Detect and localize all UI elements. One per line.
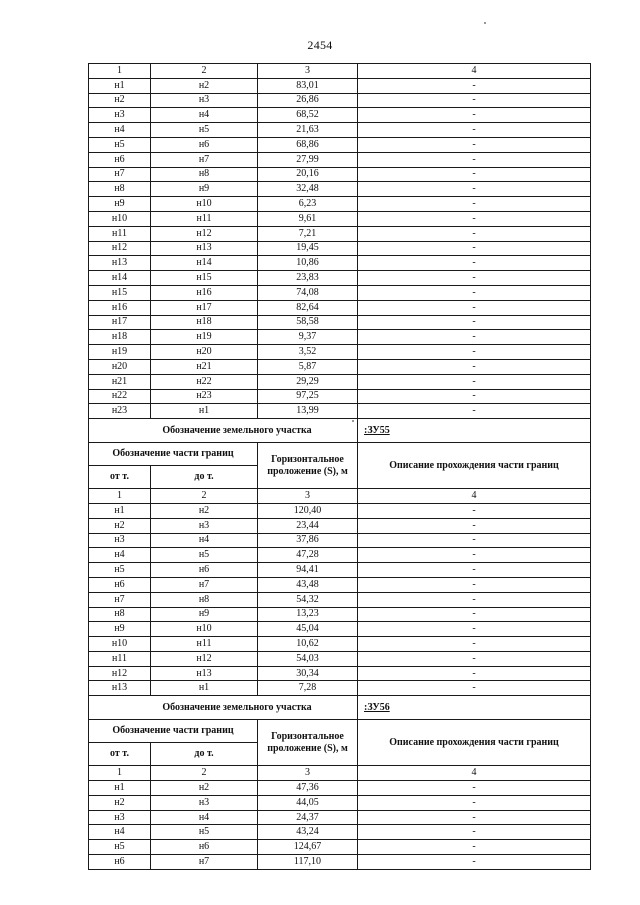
point-from-cell: н19 <box>89 345 151 360</box>
table-row <box>89 548 591 563</box>
from-header: от т. <box>89 466 151 489</box>
point-to-cell: н19 <box>151 330 258 345</box>
column-number-cell: 3 <box>258 64 358 79</box>
point-from-cell: н10 <box>89 637 151 652</box>
length-cell: 117,10 <box>258 855 358 870</box>
length-cell: 5,87 <box>258 359 358 374</box>
point-to-cell: н4 <box>151 533 258 548</box>
description-cell: - <box>358 810 591 825</box>
column-number-row <box>89 64 591 79</box>
length-cell: 58,58 <box>258 315 358 330</box>
table-row <box>89 622 591 637</box>
point-to-cell: н11 <box>151 211 258 226</box>
header-row <box>89 720 591 743</box>
length-cell: 10,62 <box>258 637 358 652</box>
length-cell: 26,86 <box>258 93 358 108</box>
table-row <box>89 503 591 518</box>
point-to-cell: н7 <box>151 577 258 592</box>
point-from-cell: н1 <box>89 781 151 796</box>
description-cell: - <box>358 548 591 563</box>
length-cell: 43,48 <box>258 577 358 592</box>
description-cell: - <box>358 607 591 622</box>
length-cell: 37,86 <box>258 533 358 548</box>
table-row <box>89 563 591 578</box>
description-cell: - <box>358 795 591 810</box>
description-cell: - <box>358 666 591 681</box>
description-cell: - <box>358 577 591 592</box>
point-to-cell: н10 <box>151 622 258 637</box>
point-from-cell: н6 <box>89 152 151 167</box>
table-row <box>89 651 591 666</box>
table-row <box>89 389 591 404</box>
point-to-cell: н9 <box>151 607 258 622</box>
table-row <box>89 810 591 825</box>
point-to-cell: н13 <box>151 241 258 256</box>
point-to-cell: н7 <box>151 855 258 870</box>
column-number-cell: 1 <box>89 489 151 504</box>
horizontal-length-header: Горизонтальное проложение (S), м <box>258 443 358 489</box>
table-row <box>89 345 591 360</box>
length-cell: 7,21 <box>258 226 358 241</box>
table-row <box>89 108 591 123</box>
column-number-cell: 1 <box>89 64 151 79</box>
table-row <box>89 93 591 108</box>
length-cell: 9,37 <box>258 330 358 345</box>
point-from-cell: н11 <box>89 226 151 241</box>
point-from-cell: н13 <box>89 681 151 696</box>
point-from-cell: н21 <box>89 374 151 389</box>
point-to-cell: н6 <box>151 840 258 855</box>
point-from-cell: н15 <box>89 285 151 300</box>
table-row <box>89 592 591 607</box>
point-from-cell: н8 <box>89 607 151 622</box>
description-header: Описание прохождения части границ <box>358 720 591 766</box>
length-cell: 47,28 <box>258 548 358 563</box>
table-row <box>89 607 591 622</box>
column-number-row <box>89 766 591 781</box>
table-row <box>89 152 591 167</box>
table-row <box>89 182 591 197</box>
description-cell: - <box>358 256 591 271</box>
length-cell: 13,23 <box>258 607 358 622</box>
boundary-table <box>88 63 591 870</box>
point-to-cell: н13 <box>151 666 258 681</box>
point-to-cell: н11 <box>151 637 258 652</box>
point-from-cell: н12 <box>89 666 151 681</box>
description-cell: - <box>358 681 591 696</box>
description-cell: - <box>358 840 591 855</box>
length-cell: 74,08 <box>258 285 358 300</box>
point-to-cell: н17 <box>151 300 258 315</box>
point-to-cell: н16 <box>151 285 258 300</box>
to-header: до т. <box>151 743 258 766</box>
point-to-cell: н10 <box>151 197 258 212</box>
length-cell: 44,05 <box>258 795 358 810</box>
table-row <box>89 533 591 548</box>
boundary-table-body <box>89 64 591 870</box>
point-from-cell: н16 <box>89 300 151 315</box>
table-row <box>89 211 591 226</box>
page-number: 2454 <box>307 38 333 52</box>
point-to-cell: н8 <box>151 167 258 182</box>
point-to-cell: н21 <box>151 359 258 374</box>
table-row <box>89 271 591 286</box>
point-from-cell: н2 <box>89 93 151 108</box>
length-cell: 94,41 <box>258 563 358 578</box>
parcel-section-row <box>89 696 591 720</box>
length-cell: 83,01 <box>258 78 358 93</box>
length-cell: 54,03 <box>258 651 358 666</box>
length-cell: 124,67 <box>258 840 358 855</box>
point-from-cell: н3 <box>89 810 151 825</box>
length-cell: 45,04 <box>258 622 358 637</box>
description-cell: - <box>358 315 591 330</box>
point-to-cell: н2 <box>151 78 258 93</box>
length-cell: 13,99 <box>258 404 358 419</box>
point-to-cell: н1 <box>151 404 258 419</box>
parcel-code: :ЗУ55 <box>358 419 591 443</box>
length-cell: 19,45 <box>258 241 358 256</box>
description-cell: - <box>358 781 591 796</box>
description-cell: - <box>358 108 591 123</box>
point-to-cell: н15 <box>151 271 258 286</box>
length-cell: 27,99 <box>258 152 358 167</box>
length-cell: 68,86 <box>258 137 358 152</box>
point-from-cell: н18 <box>89 330 151 345</box>
table-row <box>89 666 591 681</box>
parcel-label: Обозначение земельного участка <box>89 419 358 443</box>
table-row <box>89 374 591 389</box>
column-number-cell: 4 <box>358 766 591 781</box>
description-cell: - <box>358 825 591 840</box>
point-to-cell: н12 <box>151 226 258 241</box>
description-cell: - <box>358 211 591 226</box>
description-cell: - <box>358 855 591 870</box>
table-row <box>89 825 591 840</box>
point-from-cell: н4 <box>89 548 151 563</box>
point-to-cell: н3 <box>151 518 258 533</box>
table-row <box>89 241 591 256</box>
table-row <box>89 577 591 592</box>
description-cell: - <box>358 518 591 533</box>
column-number-cell: 3 <box>258 489 358 504</box>
table-row <box>89 256 591 271</box>
description-cell: - <box>358 622 591 637</box>
column-number-row <box>89 489 591 504</box>
point-to-cell: н23 <box>151 389 258 404</box>
point-from-cell: н7 <box>89 592 151 607</box>
point-from-cell: н6 <box>89 577 151 592</box>
description-cell: - <box>358 152 591 167</box>
point-from-cell: н10 <box>89 211 151 226</box>
description-cell: - <box>358 300 591 315</box>
point-from-cell: н1 <box>89 78 151 93</box>
table-row <box>89 78 591 93</box>
description-cell: - <box>358 374 591 389</box>
point-from-cell: н7 <box>89 167 151 182</box>
length-cell: 68,52 <box>258 108 358 123</box>
length-cell: 32,48 <box>258 182 358 197</box>
horizontal-length-header: Горизонтальное проложение (S), м <box>258 720 358 766</box>
point-to-cell: н8 <box>151 592 258 607</box>
description-cell: - <box>358 651 591 666</box>
point-to-cell: н3 <box>151 795 258 810</box>
length-cell: 47,36 <box>258 781 358 796</box>
description-cell: - <box>358 182 591 197</box>
point-from-cell: н5 <box>89 137 151 152</box>
point-to-cell: н5 <box>151 825 258 840</box>
point-to-cell: н4 <box>151 810 258 825</box>
description-cell: - <box>358 404 591 419</box>
description-cell: - <box>358 241 591 256</box>
point-to-cell: н4 <box>151 108 258 123</box>
description-cell: - <box>358 123 591 138</box>
point-from-cell: н9 <box>89 197 151 212</box>
parcel-code: :ЗУ56 <box>358 696 591 720</box>
description-cell: - <box>358 226 591 241</box>
table-row <box>89 359 591 374</box>
description-cell: - <box>358 637 591 652</box>
point-from-cell: н5 <box>89 563 151 578</box>
description-cell: - <box>358 93 591 108</box>
column-number-cell: 4 <box>358 64 591 79</box>
description-cell: - <box>358 197 591 212</box>
description-header: Описание прохождения части границ <box>358 443 591 489</box>
length-cell: 23,44 <box>258 518 358 533</box>
boundary-part-header: Обозначение части границ <box>89 720 258 743</box>
point-from-cell: н6 <box>89 855 151 870</box>
table-row <box>89 197 591 212</box>
point-to-cell: н1 <box>151 681 258 696</box>
length-cell: 6,23 <box>258 197 358 212</box>
point-from-cell: н3 <box>89 533 151 548</box>
length-cell: 21,63 <box>258 123 358 138</box>
column-number-cell: 1 <box>89 766 151 781</box>
length-cell: 54,32 <box>258 592 358 607</box>
length-cell: 82,64 <box>258 300 358 315</box>
point-to-cell: н2 <box>151 781 258 796</box>
point-from-cell: н2 <box>89 795 151 810</box>
boundary-part-header: Обозначение части границ <box>89 443 258 466</box>
length-cell: 30,34 <box>258 666 358 681</box>
point-to-cell: н12 <box>151 651 258 666</box>
column-number-cell: 4 <box>358 489 591 504</box>
point-from-cell: н12 <box>89 241 151 256</box>
point-to-cell: н14 <box>151 256 258 271</box>
scan-speck <box>484 22 486 24</box>
length-cell: 29,29 <box>258 374 358 389</box>
description-cell: - <box>358 359 591 374</box>
point-to-cell: н6 <box>151 137 258 152</box>
parcel-label: Обозначение земельного участка <box>89 696 358 720</box>
point-from-cell: н23 <box>89 404 151 419</box>
length-cell: 97,25 <box>258 389 358 404</box>
point-from-cell: н1 <box>89 503 151 518</box>
point-to-cell: н22 <box>151 374 258 389</box>
point-to-cell: н18 <box>151 315 258 330</box>
length-cell: 3,52 <box>258 345 358 360</box>
point-from-cell: н9 <box>89 622 151 637</box>
table-row <box>89 226 591 241</box>
column-number-cell: 2 <box>151 766 258 781</box>
point-to-cell: н6 <box>151 563 258 578</box>
table-row <box>89 330 591 345</box>
length-cell: 43,24 <box>258 825 358 840</box>
description-cell: - <box>358 345 591 360</box>
table-row <box>89 300 591 315</box>
table-row <box>89 137 591 152</box>
column-number-cell: 2 <box>151 64 258 79</box>
table-row <box>89 315 591 330</box>
parcel-section-row <box>89 419 591 443</box>
description-cell: - <box>358 137 591 152</box>
length-cell: 7,28 <box>258 681 358 696</box>
description-cell: - <box>358 563 591 578</box>
from-header: от т. <box>89 743 151 766</box>
table-row <box>89 637 591 652</box>
length-cell: 9,61 <box>258 211 358 226</box>
point-from-cell: н4 <box>89 123 151 138</box>
point-from-cell: н5 <box>89 840 151 855</box>
table-row <box>89 840 591 855</box>
point-from-cell: н4 <box>89 825 151 840</box>
point-to-cell: н20 <box>151 345 258 360</box>
table-row <box>89 123 591 138</box>
description-cell: - <box>358 271 591 286</box>
length-cell: 23,83 <box>258 271 358 286</box>
table-row <box>89 167 591 182</box>
description-cell: - <box>358 330 591 345</box>
point-to-cell: н5 <box>151 123 258 138</box>
point-from-cell: н11 <box>89 651 151 666</box>
point-from-cell: н8 <box>89 182 151 197</box>
to-header: до т. <box>151 466 258 489</box>
table-row <box>89 681 591 696</box>
point-to-cell: н3 <box>151 93 258 108</box>
length-cell: 24,37 <box>258 810 358 825</box>
point-from-cell: н2 <box>89 518 151 533</box>
table-row <box>89 518 591 533</box>
description-cell: - <box>358 389 591 404</box>
description-cell: - <box>358 285 591 300</box>
length-cell: 120,40 <box>258 503 358 518</box>
table-row <box>89 781 591 796</box>
point-from-cell: н22 <box>89 389 151 404</box>
point-to-cell: н2 <box>151 503 258 518</box>
length-cell: 10,86 <box>258 256 358 271</box>
point-from-cell: н13 <box>89 256 151 271</box>
point-to-cell: н9 <box>151 182 258 197</box>
table-row <box>89 285 591 300</box>
description-cell: - <box>358 503 591 518</box>
table-row <box>89 404 591 419</box>
point-from-cell: н17 <box>89 315 151 330</box>
description-cell: - <box>358 592 591 607</box>
description-cell: - <box>358 533 591 548</box>
point-to-cell: н7 <box>151 152 258 167</box>
point-from-cell: н14 <box>89 271 151 286</box>
table-row <box>89 795 591 810</box>
point-from-cell: н20 <box>89 359 151 374</box>
column-number-cell: 3 <box>258 766 358 781</box>
header-row <box>89 443 591 466</box>
length-cell: 20,16 <box>258 167 358 182</box>
point-from-cell: н3 <box>89 108 151 123</box>
description-cell: - <box>358 78 591 93</box>
column-number-cell: 2 <box>151 489 258 504</box>
point-to-cell: н5 <box>151 548 258 563</box>
description-cell: - <box>358 167 591 182</box>
table-row <box>89 855 591 870</box>
